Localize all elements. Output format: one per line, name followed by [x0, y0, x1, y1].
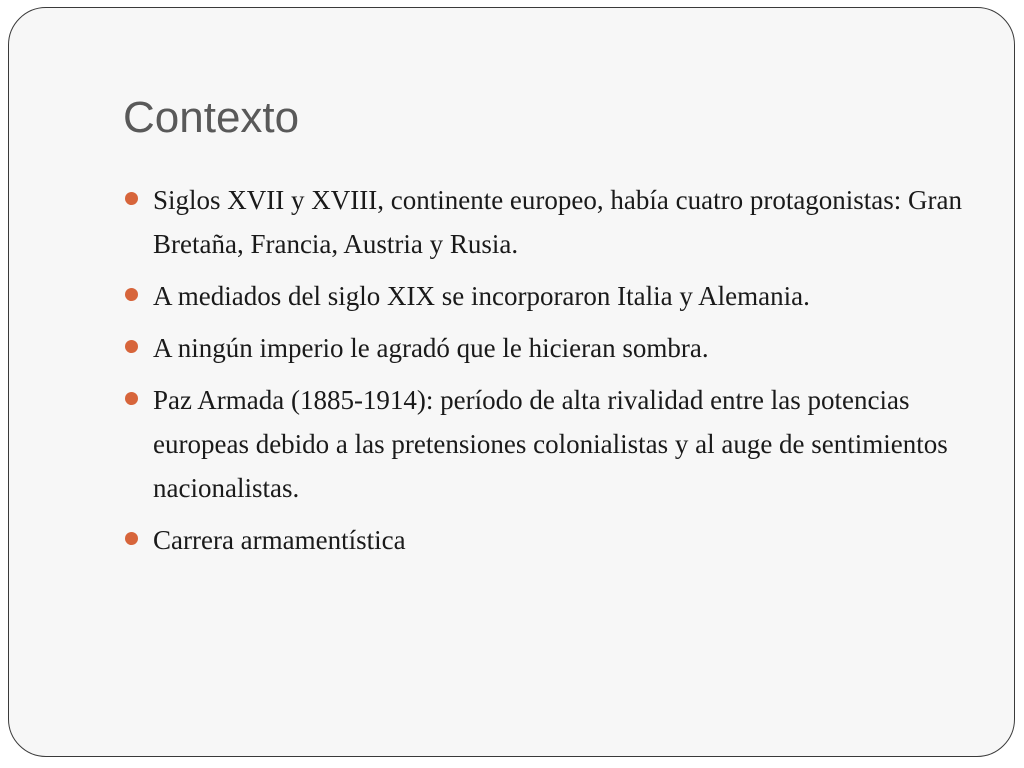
bullet-text: A ningún imperio le agradó que le hicieran sombra. — [153, 333, 709, 363]
bullet-text: Paz Armada (1885-1914): período de alta rivalidad entre las potencias europeas debido a las pretensiones colonialistas y al auge de sentimientos nacionalistas. — [153, 385, 948, 503]
slide-frame — [8, 7, 1015, 757]
bullet-item — [125, 518, 975, 562]
bullet-text: A mediados del siglo XIX se incorporaron Italia y Alemania. — [153, 281, 810, 311]
bullet-dot-icon — [125, 192, 138, 205]
bullet-item — [125, 178, 975, 266]
bullet-text: Carrera armamentística — [153, 525, 406, 555]
bullet-dot-icon — [125, 392, 138, 405]
slide-title: Contexto — [123, 93, 300, 142]
bullet-text: Siglos XVII y XVIII, continente europeo, había cuatro protagonistas: Gran Bretaña, Francia, Austria y Rusia. — [153, 185, 963, 259]
bullet-dot-icon — [125, 288, 138, 301]
bullet-item — [125, 378, 975, 510]
bullet-item — [125, 326, 975, 370]
bullet-item — [125, 274, 975, 318]
bullet-dot-icon — [125, 532, 138, 545]
bullet-list — [125, 178, 975, 570]
bullet-dot-icon — [125, 340, 138, 353]
